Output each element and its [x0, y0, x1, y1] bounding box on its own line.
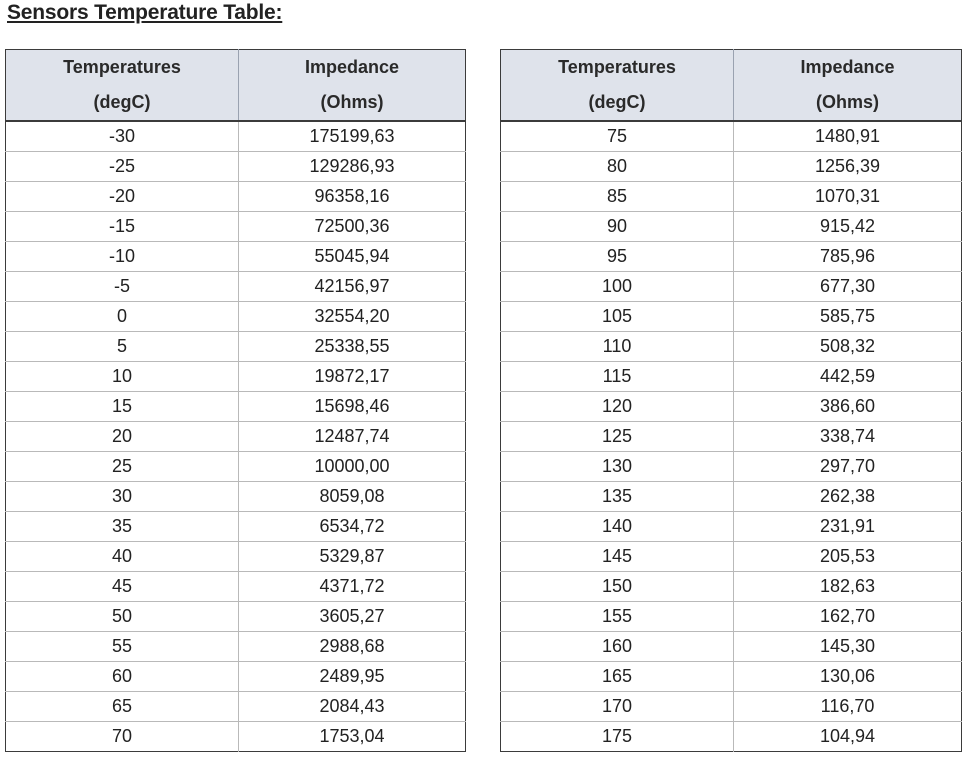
table-row	[6, 422, 466, 452]
temperature-cell: 110	[501, 332, 734, 362]
temperature-cell: 5	[6, 332, 239, 362]
impedance-cell: 116,70	[734, 692, 962, 722]
table-row	[6, 272, 466, 302]
temperature-cell: 165	[501, 662, 734, 692]
impedance-cell: 32554,20	[239, 302, 466, 332]
table-body	[6, 121, 466, 752]
impedance-cell: 4371,72	[239, 572, 466, 602]
impedance-cell: 508,32	[734, 332, 962, 362]
table-row	[501, 422, 962, 452]
impedance-cell: 42156,97	[239, 272, 466, 302]
table-row	[501, 512, 962, 542]
table-row	[6, 242, 466, 272]
impedance-cell: 1070,31	[734, 182, 962, 212]
temperature-cell: 65	[6, 692, 239, 722]
temperature-cell: 175	[501, 722, 734, 752]
impedance-cell: 6534,72	[239, 512, 466, 542]
temperature-table-left	[5, 49, 466, 752]
impedance-cell: 12487,74	[239, 422, 466, 452]
temperature-cell: 60	[6, 662, 239, 692]
temperature-cell: 145	[501, 542, 734, 572]
temperature-cell: 170	[501, 692, 734, 722]
impedance-column-header	[734, 50, 962, 122]
temperature-cell: 160	[501, 632, 734, 662]
table-row	[501, 572, 962, 602]
temperature-cell: 30	[6, 482, 239, 512]
table-header-row	[6, 50, 466, 122]
temperature-cell: 15	[6, 392, 239, 422]
table-row	[6, 632, 466, 662]
impedance-cell: 1480,91	[734, 121, 962, 152]
table-row	[501, 722, 962, 752]
impedance-cell: 231,91	[734, 512, 962, 542]
impedance-header-unit: (Ohms)	[816, 92, 879, 112]
impedance-cell: 2988,68	[239, 632, 466, 662]
impedance-cell: 338,74	[734, 422, 962, 452]
table-row	[6, 572, 466, 602]
table-row	[6, 392, 466, 422]
temperature-cell: -10	[6, 242, 239, 272]
impedance-cell: 442,59	[734, 362, 962, 392]
temperature-cell: 20	[6, 422, 239, 452]
temperature-column-header	[6, 50, 239, 122]
temperature-cell: -30	[108, 126, 135, 146]
impedance-cell: 96358,16	[239, 182, 466, 212]
temperature-header-unit: (degC)	[588, 92, 646, 112]
temperature-cell: 75	[606, 126, 628, 146]
temperature-cell: -15	[6, 212, 239, 242]
impedance-cell: 72500,36	[239, 212, 466, 242]
impedance-cell: 297,70	[734, 452, 962, 482]
table-row	[6, 512, 466, 542]
impedance-header-label: Impedance	[304, 57, 400, 77]
impedance-cell: 8059,08	[239, 482, 466, 512]
table-row	[6, 542, 466, 572]
temperature-cell: 115	[501, 362, 734, 392]
table-row	[6, 602, 466, 632]
table-row	[501, 272, 962, 302]
impedance-cell: 130,06	[734, 662, 962, 692]
table-row	[6, 452, 466, 482]
table-row	[501, 542, 962, 572]
table-row	[6, 662, 466, 692]
temperature-cell: 105	[501, 302, 734, 332]
impedance-header-unit: (Ohms)	[320, 92, 384, 112]
table-row	[501, 362, 962, 392]
impedance-cell: 915,42	[734, 212, 962, 242]
table-row	[501, 152, 962, 182]
impedance-cell: 145,30	[734, 632, 962, 662]
temperature-header-label: Temperatures	[558, 57, 676, 77]
page-title: Sensors Temperature Table:	[7, 1, 283, 24]
impedance-cell: 3605,27	[239, 602, 466, 632]
table-row	[501, 182, 962, 212]
temperature-cell: 155	[501, 602, 734, 632]
temperature-cell: 135	[501, 482, 734, 512]
table-row	[501, 662, 962, 692]
temperature-cell: 70	[6, 722, 239, 752]
temperature-cell: -20	[6, 182, 239, 212]
temperature-cell: 125	[501, 422, 734, 452]
table-row	[6, 212, 466, 242]
table-row	[501, 212, 962, 242]
impedance-cell: 1753,04	[239, 722, 466, 752]
impedance-cell: 175199,63	[239, 121, 466, 152]
table-row	[6, 332, 466, 362]
impedance-cell: 2489,95	[239, 662, 466, 692]
table-body	[501, 121, 962, 752]
table-row	[501, 632, 962, 662]
impedance-cell: 677,30	[734, 272, 962, 302]
temperature-cell: 85	[501, 182, 734, 212]
impedance-header-label: Impedance	[800, 57, 895, 77]
table-row	[501, 482, 962, 512]
impedance-cell: 386,60	[734, 392, 962, 422]
temperature-cell: 40	[6, 542, 239, 572]
table-row	[6, 182, 466, 212]
impedance-cell: 785,96	[734, 242, 962, 272]
temperature-cell: 95	[501, 242, 734, 272]
impedance-cell: 15698,46	[239, 392, 466, 422]
impedance-cell: 162,70	[734, 602, 962, 632]
impedance-cell: 55045,94	[239, 242, 466, 272]
temperature-cell: 35	[6, 512, 239, 542]
temperature-cell: 120	[501, 392, 734, 422]
temperature-cell: -25	[6, 152, 239, 182]
table-row	[501, 692, 962, 722]
table-row	[501, 302, 962, 332]
temperature-cell: 25	[6, 452, 239, 482]
impedance-cell: 19872,17	[239, 362, 466, 392]
temperature-cell: 10	[6, 362, 239, 392]
impedance-cell: 104,94	[734, 722, 962, 752]
table-row	[501, 242, 962, 272]
table-row	[6, 362, 466, 392]
table-row	[501, 392, 962, 422]
table-row	[501, 452, 962, 482]
temperature-header-label: Temperatures	[63, 57, 181, 77]
table-row	[6, 722, 466, 752]
table-row	[6, 692, 466, 722]
table-row	[501, 602, 962, 632]
impedance-cell: 129286,93	[239, 152, 466, 182]
impedance-cell: 5329,87	[239, 542, 466, 572]
temperature-cell: 80	[501, 152, 734, 182]
temperature-cell: 0	[6, 302, 239, 332]
table-header-row	[501, 50, 962, 122]
impedance-column-header	[239, 50, 466, 122]
impedance-cell: 10000,00	[239, 452, 466, 482]
temperature-cell: 45	[6, 572, 239, 602]
impedance-cell: 25338,55	[239, 332, 466, 362]
table-row	[501, 121, 962, 152]
temperature-cell: 140	[501, 512, 734, 542]
temperature-cell: 50	[6, 602, 239, 632]
temperature-cell: 90	[501, 212, 734, 242]
temperature-cell: -5	[6, 272, 239, 302]
table-row	[6, 482, 466, 512]
impedance-cell: 182,63	[734, 572, 962, 602]
impedance-cell: 205,53	[734, 542, 962, 572]
impedance-cell: 585,75	[734, 302, 962, 332]
table-row	[6, 302, 466, 332]
impedance-cell: 262,38	[734, 482, 962, 512]
table-row	[501, 332, 962, 362]
table-row	[6, 121, 466, 152]
table-row	[6, 152, 466, 182]
temperature-cell: 150	[501, 572, 734, 602]
impedance-cell: 1256,39	[734, 152, 962, 182]
temperature-cell: 130	[501, 452, 734, 482]
temperature-header-unit: (degC)	[93, 92, 151, 112]
temperature-cell: 100	[501, 272, 734, 302]
impedance-cell: 2084,43	[239, 692, 466, 722]
temperature-table-right	[500, 49, 962, 752]
temperature-cell: 55	[6, 632, 239, 662]
temperature-column-header	[501, 50, 734, 122]
